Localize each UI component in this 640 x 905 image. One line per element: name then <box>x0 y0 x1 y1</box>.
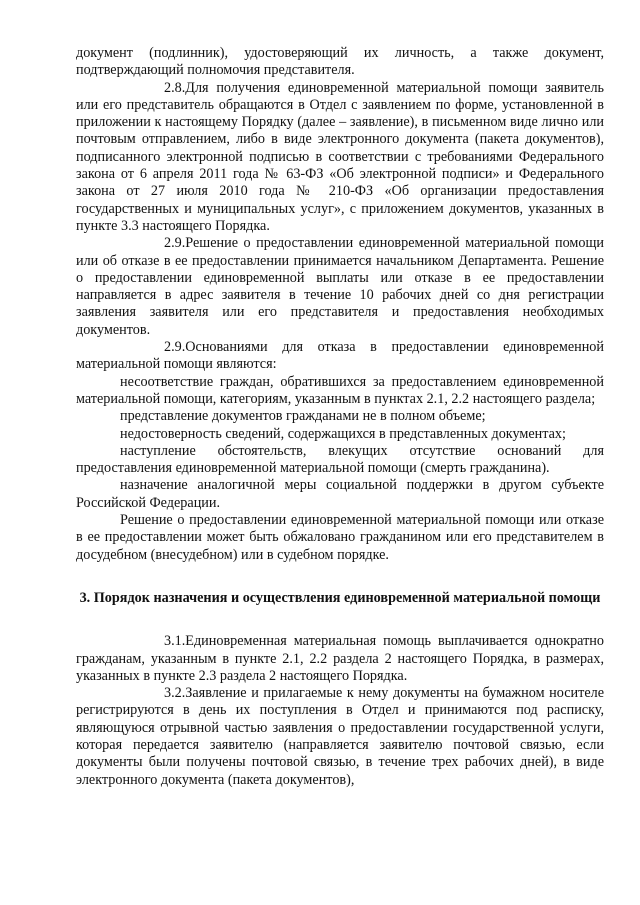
paragraph-text: несоответствие граждан, обратившихся за предоставлением единовременной материальной помощи, категориям, указанным в пунктах 2.1, 2.2 настоящего раздела; <box>76 373 604 407</box>
paragraph <box>76 512 604 564</box>
paragraph <box>76 45 604 80</box>
paragraph <box>76 339 604 374</box>
section-3-body <box>76 633 604 789</box>
paragraph-text: Основаниями для отказа в предоставлении единовременной материальной помощи являются: <box>76 339 604 373</box>
paragraph-text: Для получения единовременной материальной помощи заявитель или его представитель обращаются в Отдел с заявлением по форме, установленной в приложении к настоящему Порядку (далее – заявление), в письменном виде лично или почтовым отправлением, либо в виде электронного документа (пакета документов), подписанного электронной подписью в соответствии с требованиями Федерального закона от 6 апреля 2011 года № 63-ФЗ «Об электронной подписи» и Федерального закона от 27 июля 2010 года № 210-ФЗ «Об организации предоставления государственных и муниципальных услуг», с приложением документов, указанных в пункте 3.3 настоящего Порядка. <box>76 79 604 234</box>
section-2-body <box>76 45 604 564</box>
paragraph-text: наступление обстоятельств, влекущих отсутствие оснований для предоставления единовременной материальной помощи (смерть гражданина). <box>76 442 604 477</box>
paragraph <box>76 374 604 409</box>
paragraph <box>76 633 604 685</box>
paragraph-number: 2.9. <box>164 235 186 252</box>
paragraph-text: недостоверность сведений, содержащихся в представленных документах; <box>120 425 566 442</box>
paragraph <box>76 80 604 236</box>
section-3-heading: 3. Порядок назначения и осуществления единовременной материальной помощи <box>79 589 601 606</box>
paragraph-text: Единовременная материальная помощь выплачивается однократно гражданам, указанным в пункте 2.1, 2.2 раздела 2 настоящего Порядка, в размерах, указанных в пункте 2.3 раздела 2 настоящего Порядка. <box>76 633 604 684</box>
paragraph <box>76 477 604 512</box>
paragraph-text: представление документов гражданами не в полном объеме; <box>120 408 486 425</box>
paragraph-text: документ (подлинник), удостоверяющий их личность, а также документ, подтверждающий полномочия представителя. <box>76 45 604 79</box>
paragraph-text: назначение аналогичной меры социальной поддержки в другом субъекте Российской Федерации. <box>76 477 604 511</box>
paragraph-text: Заявление и прилагаемые к нему документы на бумажном носителе регистрируются в день их поступления в Отдел и принимаются под расписку, являющуюся отрывной частью заявления о предоставлении государственной услуги, которая передается заявителю (направляется заявителю почтовой связью, если документы были получены почтовой связью, в течение трех рабочих дней), в виде электронного документа (пакета документов), <box>76 685 604 788</box>
paragraph-text: Решение о предоставлении единовременной материальной помощи или отказе в ее предоставлении может быть обжаловано гражданином или его представителем в досудебном (внесудебном) или в судебном порядке. <box>76 512 604 563</box>
paragraph-number: 2.9. <box>164 339 186 356</box>
document-page <box>76 45 604 789</box>
paragraph <box>76 408 604 425</box>
paragraph <box>76 235 604 339</box>
paragraph-number: 3.1. <box>164 633 186 650</box>
paragraph <box>76 685 604 789</box>
paragraph <box>76 443 604 478</box>
paragraph <box>76 426 604 443</box>
paragraph-number: 3.2. <box>164 685 186 702</box>
paragraph-text: Решение о предоставлении единовременной материальной помощи или об отказе в ее предоставлении принимается начальником Департамента. Решение о предоставлении единовременной выплаты или отказе в ее предоставлении направляется в адрес заявителя в течение 10 рабочих дней со дня регистрации заявления заявителя или его представителя и предоставления необходимых документов. <box>76 235 604 338</box>
paragraph-number: 2.8. <box>164 79 186 96</box>
